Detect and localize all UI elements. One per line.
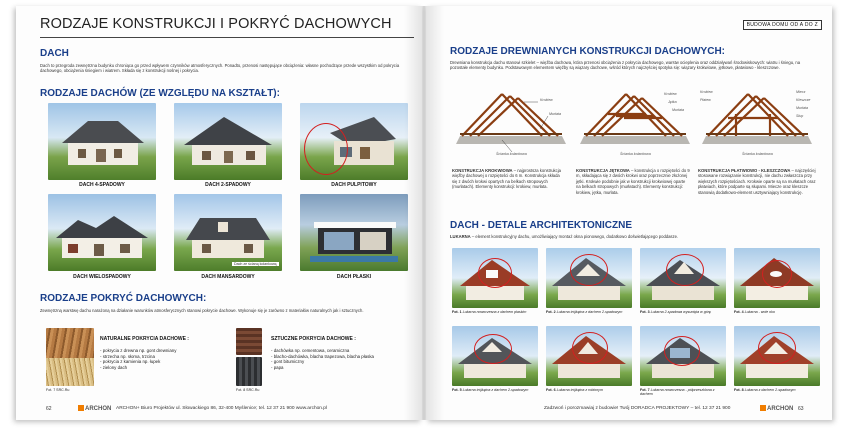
roof-label-shed: DACH PULPITOWY xyxy=(331,182,377,188)
house-illustration xyxy=(48,194,156,271)
photo-caption: Fot. 5 Lukarna trójkątna z dachem 2-spadowym xyxy=(452,388,529,392)
highlight-circle xyxy=(664,336,700,366)
list-item: - pokrycia z kamienia np. łupek xyxy=(100,359,220,365)
highlight-circle xyxy=(478,258,512,288)
highlight-circle xyxy=(474,334,512,364)
list-item: - blacho-dachówka, blacha trapezowa, blacha płaska xyxy=(271,354,411,360)
photo-caption: Fot. 4 Lukarna - wole oko xyxy=(734,310,775,314)
list-item: - papa xyxy=(271,365,411,371)
fig-synthetic: Fot. 8 SRC.Ru xyxy=(236,388,260,392)
thatch-texture xyxy=(46,358,94,386)
metal-sheet-photo xyxy=(236,357,262,386)
roof-photo-multi xyxy=(48,194,156,271)
label-kneewall: Ścianka kolankowa xyxy=(620,152,651,156)
construction-purlin: KONSTRUKCJA PŁATWIOWO - KLESZCZOWA – najczęściej stosowane rozwiązanie konstrukcji, nie dachu zwłaszcza przy większych rozpiętościach. Krokwie oparte są na murłatach oraz płatwiach, które podparte są słupami. Miecze oraz kleszcze stanowią dodatkowo-element usztywniający konstrukcję. xyxy=(698,168,816,195)
highlight-circle xyxy=(762,260,792,288)
footer-address: ARCHON+ Biuro Projektów ul. Słowackiego 86, 32-400 Myślenice; tel. 12 37 21 900 www.archon.pl xyxy=(116,406,328,411)
synthetic-list xyxy=(271,348,411,370)
label-wallplate: Murłata xyxy=(672,108,684,112)
list-item: - strzecha np. słoma, trzcina xyxy=(100,354,220,360)
photo-caption: Fot. 2 Lukarna trójkątna z dachem 2-spadowym xyxy=(546,310,623,314)
list-item: - gont bitumiczny xyxy=(271,359,411,365)
dormer-photo-4 xyxy=(734,248,820,308)
list-item: - zielony dach xyxy=(100,365,220,371)
highlight-circle xyxy=(572,332,608,364)
page-title: RODZAJE KONSTRUKCJI I POKRYĆ DACHOWYCH xyxy=(40,16,392,32)
label-kneewall: Ścianka kolankowa xyxy=(742,152,773,156)
label-post: Słup xyxy=(796,114,804,118)
photo-tag: Dach ze ścianą kolankową xyxy=(234,262,277,266)
roof-tile-photo xyxy=(236,328,262,355)
fig-natural: Fot. 7 SRC.Ru xyxy=(46,388,70,392)
wood-shingle-photo xyxy=(46,328,94,386)
dormer-photo-7 xyxy=(640,326,726,386)
wood-text: Drewniana konstrukcja dachu stanowi szkielet – więźba dachowa, która przenosi obciążenia z pokrycia dachowego, warstw ocieplenia oraz oddziaływań środowiskowych: wiatru i śniegu, na pozostałe elementy budynku. Podstawowym elementem więźby są wiązary dachowe, wśród których najczęściej spotyka się: wiązary krokwiowe, jętkowe, płatwiowo - kleszczowe. xyxy=(450,60,801,71)
highlight-circle xyxy=(666,254,704,286)
right-page xyxy=(426,6,832,420)
photo-caption: Fot. 1 Lukarna nowoczesna z dachem płaskim xyxy=(452,310,527,314)
synthetic-title: SZTUCZNE POKRYCIA DACHOWE : xyxy=(271,336,356,342)
natural-title: NATURALNE POKRYCIA DACHOWE : xyxy=(100,336,189,342)
roof-label-mansard: DACH MANSARDOWY xyxy=(201,274,255,280)
dormer-photo-5 xyxy=(452,326,538,386)
roof-label-multi: DACH WIELOSPADOWY xyxy=(73,274,131,280)
title-divider xyxy=(40,37,414,38)
dach-heading: DACH xyxy=(40,48,69,59)
archon-logo: ARCHON xyxy=(78,405,111,412)
construction-rafter: KONSTRUKCJA KROKWIOWA – najprostsza konstrukcja więźby dachowej o rozpiętości do 6 m. Konstrukcja składa się z dwóch krokwi opartych na belkach stropowych (murłatach). Elementy konstrukcji: krokiew, murłata. xyxy=(452,168,561,190)
dormer-photo-1 xyxy=(452,248,538,308)
construction-title: KONSTRUKCJA PŁATWIOWO - KLESZCZOWA xyxy=(698,168,791,173)
page-number: 63 xyxy=(798,406,804,412)
page-number: 62 xyxy=(46,406,52,412)
house-illustration xyxy=(300,194,408,271)
photo-caption: Fot. 6 Lukarna trójkątna z robionym xyxy=(546,388,603,392)
roof-photo-shed xyxy=(300,103,408,180)
purlin-truss-drawing xyxy=(698,84,822,162)
house-illustration xyxy=(174,194,282,271)
section-tab: BUDOWA DOMU OD A DO Z xyxy=(743,20,822,30)
dach-text: Dach to przegroda zewnętrzna budynku chroniąca go przed wpływem czynników atmosferycznych. Ponadto, przenosi następujące obciążenia: własne pochodzące przede wszystkim od pokrycia dachowego, obciążenia śniegiem i wiatrem. Składa się z konstrukcji nośnej i pokrycia. xyxy=(40,63,400,74)
label-purlin: Płatew xyxy=(700,98,711,102)
roof-label-gable: DACH 2-SPADOWY xyxy=(205,182,251,188)
highlight-circle xyxy=(758,332,796,364)
left-page xyxy=(16,6,422,420)
house-illustration xyxy=(48,103,156,180)
photo-caption: Fot. 7 Lukarna nowoczesna - półprzeszklona z dachem xyxy=(640,388,715,396)
label-brace: Miecz xyxy=(796,90,806,94)
roof-shapes-heading: RODZAJE DACHÓW (ZE WZGLĘDU NA KSZTAŁT): xyxy=(40,88,280,99)
photo-caption: Fot. 8 Lukarna z dachem 2-spadowym xyxy=(734,388,796,392)
diagram-rafter xyxy=(452,84,570,162)
roof-photo-hip xyxy=(48,103,156,180)
details-heading: DACH - DETALE ARCHITEKTONICZNE xyxy=(450,220,633,231)
dormer-photo-8 xyxy=(734,326,820,386)
roof-photo-flat xyxy=(300,194,408,271)
label-clamp: Kleszcze xyxy=(796,98,811,102)
construction-title: KONSTRUKCJA KROKWIOWA xyxy=(452,168,513,173)
list-item: - dachówka np. cementowa, ceramiczna xyxy=(271,348,411,354)
footer-text: Zadzwoń i porozmawiaj z budowie! Twój DORADCA PROJEKTOWY – tel. 12 37 21 900 xyxy=(544,406,731,411)
label-wallplate: Murłata xyxy=(796,106,808,110)
label-kneewall: Ścianka kolankowa xyxy=(496,152,527,156)
label-rafter: Krokiew xyxy=(664,92,677,96)
rafter-truss-drawing xyxy=(452,84,570,162)
label-rafter: Krokiew xyxy=(700,90,713,94)
natural-list xyxy=(100,348,220,370)
construction-title: KONSTRUKCJA JĘTKOWA xyxy=(576,168,630,173)
roof-label-flat: DACH PŁASKI xyxy=(336,274,372,280)
photo-caption: Fot. 3 Lukarna 2-spadowa wysunięta w górę xyxy=(640,310,711,314)
construction-collar: KONSTRUKCJA JĘTKOWA – konstrukcja o rozpiętości do 9 m, składająca się z dwóch krokwi oraz poprzecznie złożonej jętki. Krokwie podobnie jak w konstrukcji krokwiowej oparte na belkach stropowych (murłatach). Elementy konstrukcji: krokiew, jętka, murłata. xyxy=(576,168,690,195)
dormer-photo-2 xyxy=(546,248,632,308)
list-item: - pokrycia z drewna np. gont drewniany xyxy=(100,348,220,354)
roof-label-hip: DACH 4-SPADOWY xyxy=(79,182,125,188)
covers-text: Zewnętrzną warstwę dachu narażoną na działanie warunków atmosferycznych stanowi pokrycie dachowe. Wykonuje się je zarówno z materiałów naturalnych jak i sztucznych. xyxy=(40,308,364,313)
label-wallplate: Murłata xyxy=(549,112,561,116)
dormer-photo-6 xyxy=(546,326,632,386)
label-rafter: Krokiew xyxy=(540,98,553,102)
house-illustration xyxy=(174,103,282,180)
highlight-circle xyxy=(304,123,348,175)
diagram-purlin xyxy=(698,84,822,162)
highlight-circle xyxy=(570,254,608,286)
lukarna-title: LUKARNA xyxy=(450,234,471,239)
roof-photo-gable xyxy=(174,103,282,180)
dormer-photo-3 xyxy=(640,248,726,308)
label-collar: Jętka xyxy=(668,100,677,104)
wood-heading: RODZAJE DREWNIANYCH KONSTRUKCJI DACHOWYCH: xyxy=(450,46,725,57)
roof-photo-mansard xyxy=(174,194,282,271)
lukarna-text: LUKARNA – element konstrukcyjny dachu, umożliwiający montaż okna pionowego, dodatkowo doświetlającego poddasze. xyxy=(450,234,679,239)
covers-heading: RODZAJE POKRYĆ DACHOWYCH: xyxy=(40,293,207,304)
diagram-collar xyxy=(576,84,694,162)
archon-logo: ARCHON xyxy=(760,405,793,412)
